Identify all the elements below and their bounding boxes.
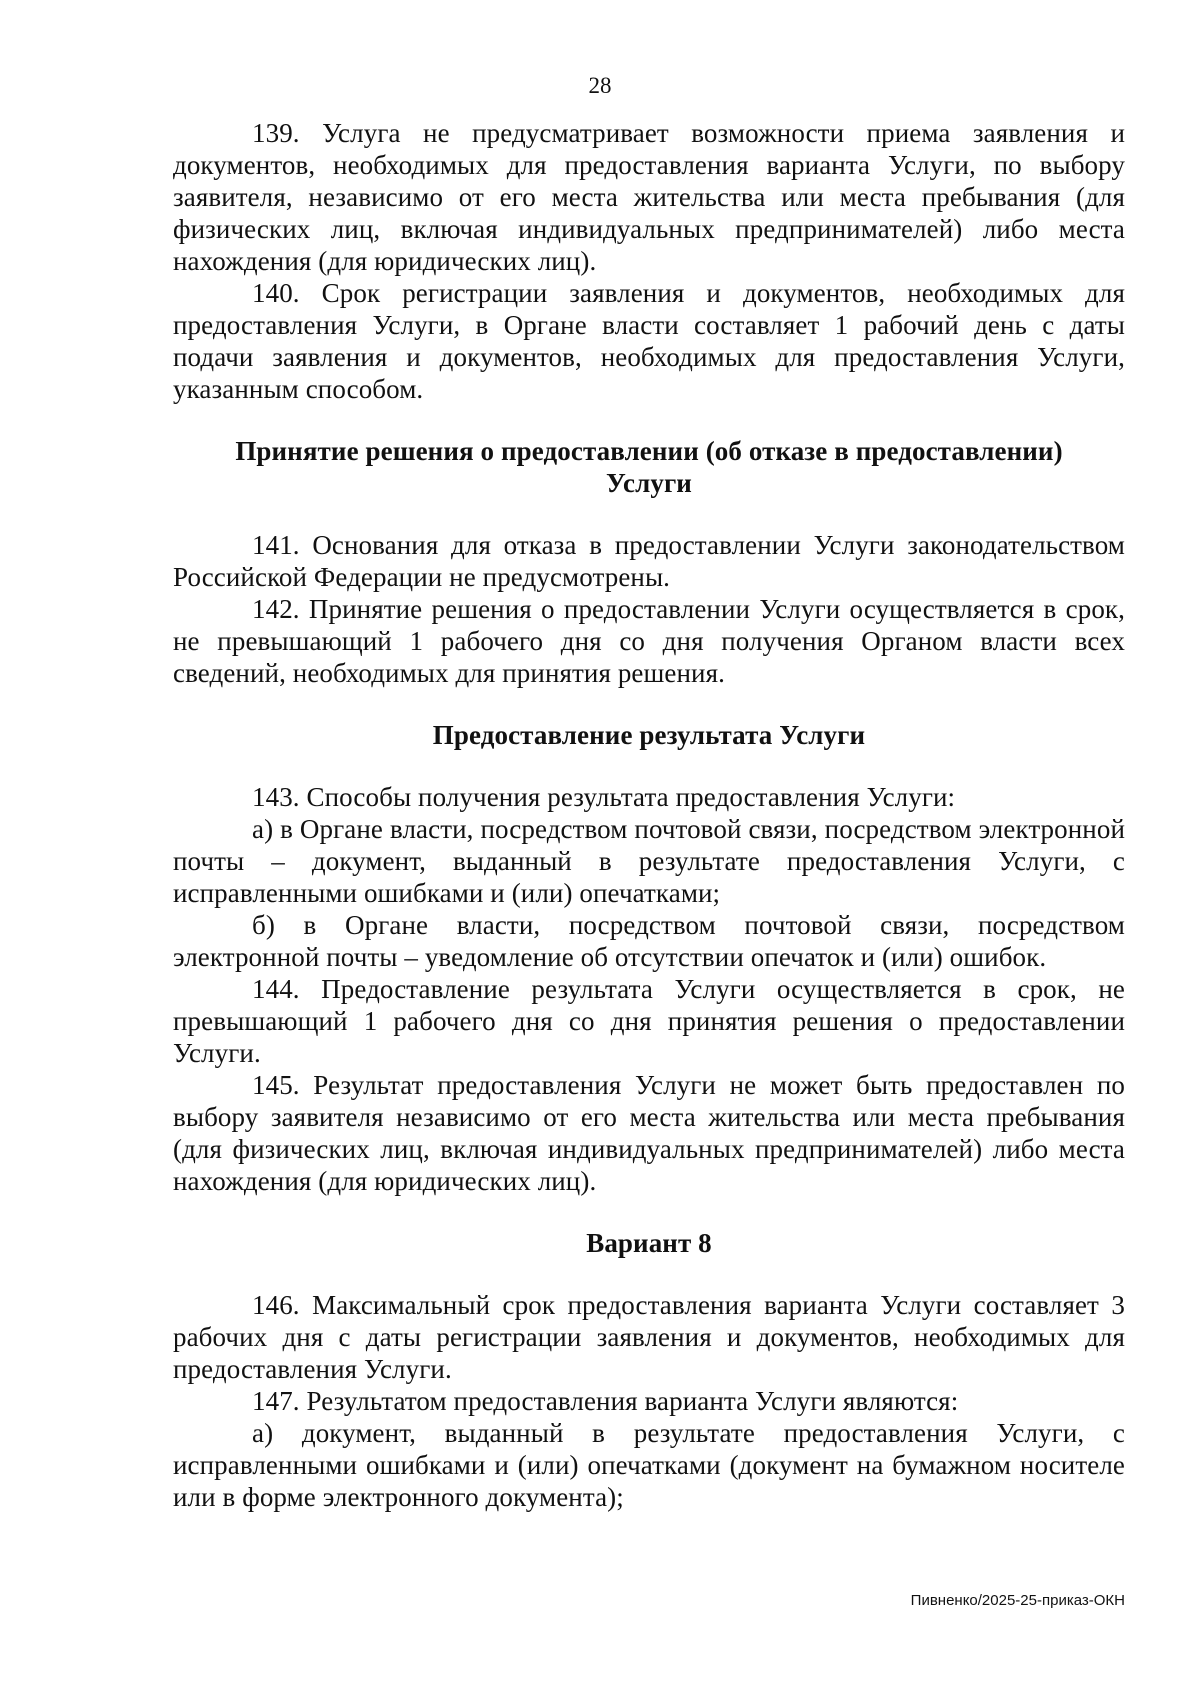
paragraph-145: 145. Результат предоставления Услуги не может быть предоставлен по выбору заявителя независимо от его места жительства или места пребывания (для физических лиц, включая индивидуальных предпринимателей) либо места нахождения (для юридических лиц). — [173, 1070, 1125, 1196]
paragraph-144: 144. Предоставление результата Услуги осуществляется в срок, не превышающий 1 рабочего дня со дня принятия решения о предоставлении Услуги. — [173, 974, 1125, 1068]
document-footer-reference: Пивненко/2025-25-приказ-ОКН — [910, 1592, 1125, 1609]
paragraph-143-b: б) в Органе власти, посредством почтовой связи, посредством электронной почты – уведомление об отсутствии опечаток и (или) ошибок. — [173, 910, 1125, 972]
page-number: 28 — [588, 73, 612, 98]
paragraph-140: 140. Срок регистрации заявления и документов, необходимых для предоставления Услуги, в Органе власти составляет 1 рабочий день с даты подачи заявления и документов, необходимых для предоставления Услуги, указанным способом. — [173, 278, 1125, 404]
paragraph-141: 141. Основания для отказа в предоставлении Услуги законодательством Российской Федерации не предусмотрены. — [173, 530, 1125, 592]
paragraph-142: 142. Принятие решения о предоставлении Услуги осуществляется в срок, не превышающий 1 рабочего дня со дня получения Органом власти всех сведений, необходимых для принятия решения. — [173, 594, 1125, 688]
paragraph-147-a: а) документ, выданный в результате предоставления Услуги, с исправленными ошибками и (или) опечатками (документ на бумажном носителе или в форме электронного документа); — [173, 1418, 1125, 1512]
section-heading-decision-line1: Принятие решения о предоставлении (об отказе в предоставлении) — [235, 436, 1063, 466]
section-heading-decision-line2: Услуги — [606, 468, 692, 498]
section-heading-result: Предоставление результата Услуги — [432, 720, 866, 750]
paragraph-143-a: а) в Органе власти, посредством почтовой связи, посредством электронной почты – документ, выданный в результате предоставления Услуги, с исправленными ошибками и (или) опечатками; — [173, 814, 1125, 908]
paragraph-147: 147. Результатом предоставления варианта Услуги являются: — [252, 1386, 959, 1416]
paragraph-146: 146. Максимальный срок предоставления варианта Услуги составляет 3 рабочих дня с даты регистрации заявления и документов, необходимых для предоставления Услуги. — [173, 1290, 1125, 1384]
section-heading-decision — [173, 435, 1125, 499]
paragraph-139: 139. Услуга не предусматривает возможности приема заявления и документов, необходимых для предоставления варианта Услуги, по выбору заявителя, независимо от его места жительства или места пребывания (для физических лиц, включая индивидуальных предпринимателей) либо места нахождения (для юридических лиц). — [173, 118, 1125, 276]
paragraph-143: 143. Способы получения результата предоставления Услуги: — [252, 782, 956, 812]
section-heading-variant: Вариант 8 — [586, 1228, 712, 1258]
document-body — [173, 117, 1125, 1513]
